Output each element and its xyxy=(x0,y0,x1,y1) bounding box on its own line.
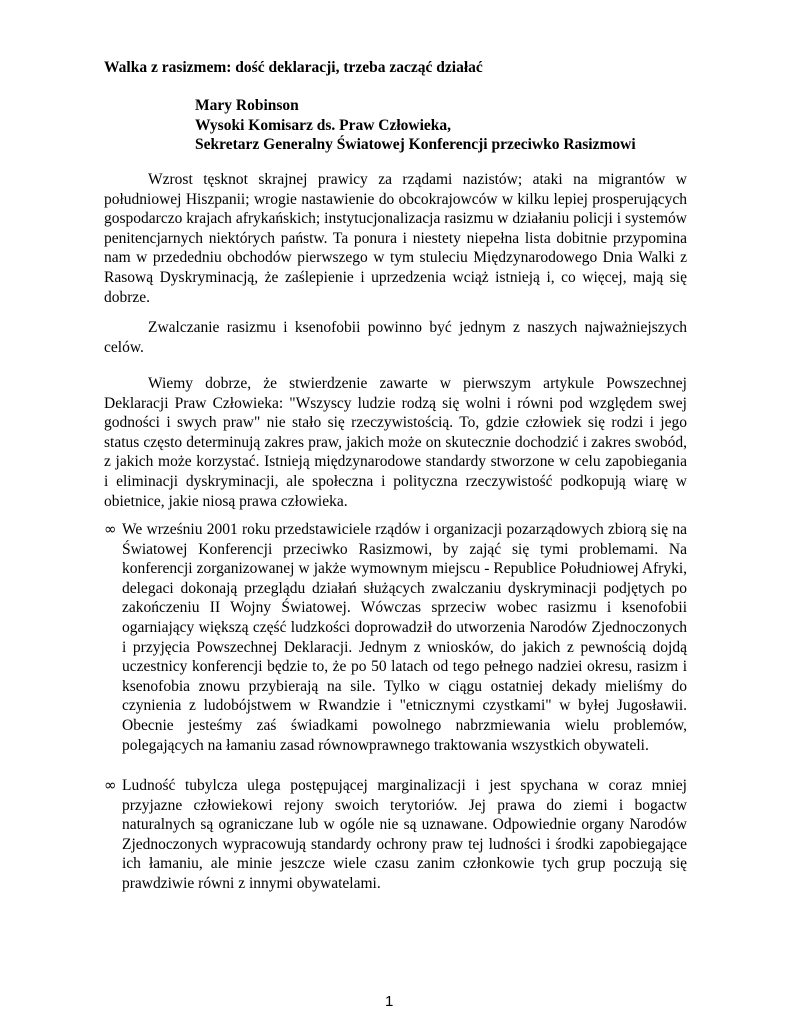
infinity-bullet-icon: ∞ xyxy=(104,520,117,538)
list-item xyxy=(104,520,687,755)
infinity-bullet-icon: ∞ xyxy=(104,776,117,794)
author-role-secondary: Sekretarz Generalny Światowej Konferencji przeciwko Rasizmowi xyxy=(195,136,636,153)
author-name: Mary Robinson xyxy=(195,97,299,114)
author-role: Wysoki Komisarz ds. Praw Człowieka, xyxy=(195,116,452,134)
paragraph-declaration: Wiemy dobrze, że stwierdzenie zawarte w pierwszym artykule Powszechnej Deklaracji Praw Człowieka: "Wszyscy ludzie rodzą się wolni i równi pod względem swej godności i swych praw" nie stało się rzeczywistością. To, gdzie człowiek się rodzi i jego status często determinują zakres praw, jakich może on skutecznie dochodzić i zakres swobód, z jakich może korzystać. Istnieją międzynarodowe standardy stworzone w celu zapobiegania i eliminacji dyskryminacji, ale społeczna i polityczna rzeczywistość podkopują wiarę w obietnice, jakie niosą prawa człowieka. xyxy=(104,375,687,510)
list-item xyxy=(104,776,687,894)
list-item-text: We wrześniu 2001 roku przedstawiciele rządów i organizacji pozarządowych zbiorą się na Światowej Konferencji przeciwko Rasizmowi, by zająć się tymi problemami. Na konferencji zorganizowanej w jakże wymownym miejscu - Republice Południowej Afryki, delegaci dokonają przeglądu działań służących zwalczaniu dyskryminacji podjętych po zakończeniu II Wojny Światowej. Wówczas sprzeciw wobec rasizmu i ksenofobii ogarniający większą część ludzkości doprowadził do utworzenia Narodów Zjednoczonych i przyjęcia Powszechnej Deklaracji. Jednym z wniosków, do jakich z pewnością dojdą uczestnicy konferencji będzie to, że po 50 latach od tego pełnego nadziei okresu, rasizm i ksenofobia znowu przybierają na sile. Tylko w ciągu ostatniej dekady mieliśmy do czynienia z ludobójstwem w Rwandzie i "etnicznymi czystkami" w byłej Jugosławii. Obecnie jesteśmy zaś świadkami powolnego nabrzmiewania wielu problemów, polegających na łamaniu zasad równowprawnego traktowania wszystkich obywateli. xyxy=(122,521,687,754)
document-title: Walka z rasizmem: dość deklaracji, trzeba zacząć działać xyxy=(104,59,483,76)
paragraph-goal: Zwalczanie rasizmu i ksenofobii powinno być jednym z naszych najważniejszych celów. xyxy=(104,319,687,356)
author-block xyxy=(195,96,755,155)
paragraph-intro: Wzrost tęsknot skrajnej prawicy za rządami nazistów; ataki na migrantów w południowej Hiszpanii; wrogie nastawienie do obcokrajowców w kilku lepiej prosperujących gospodarczo krajach afrykańskich; instytucjonalizacja rasizmu w działaniu policji i systemów penitencjarnych niektórych państw. Ta ponura i niestety niepełna lista dobitnie przypomina nam w przededniu obchodów pierwszego w tym stuleciu Międzynarodowego Dnia Walki z Rasową Dyskryminacją, że zaślepienie i uprzedzenia wciąż istnieją i, co więcej, mają się dobrze. xyxy=(104,171,687,306)
page-number: 1 xyxy=(385,993,394,1010)
list-item-text: Ludność tubylcza ulega postępującej marginalizacji i jest spychana w coraz mniej przyjazne człowiekowi rejony swoich terytoriów. Jej prawa do ziemi i bogactw naturalnych są ograniczane lub w ogóle nie są uznawane. Odpowiednie organy Narodów Zjednoczonych wypracowują standardy ochrony praw tej ludności i środki zapobiegające ich łamaniu, ale minie jeszcze wiele czasu zanim członkowie tych grup poczują się prawdziwie równi z innymi obywatelami. xyxy=(122,777,687,892)
